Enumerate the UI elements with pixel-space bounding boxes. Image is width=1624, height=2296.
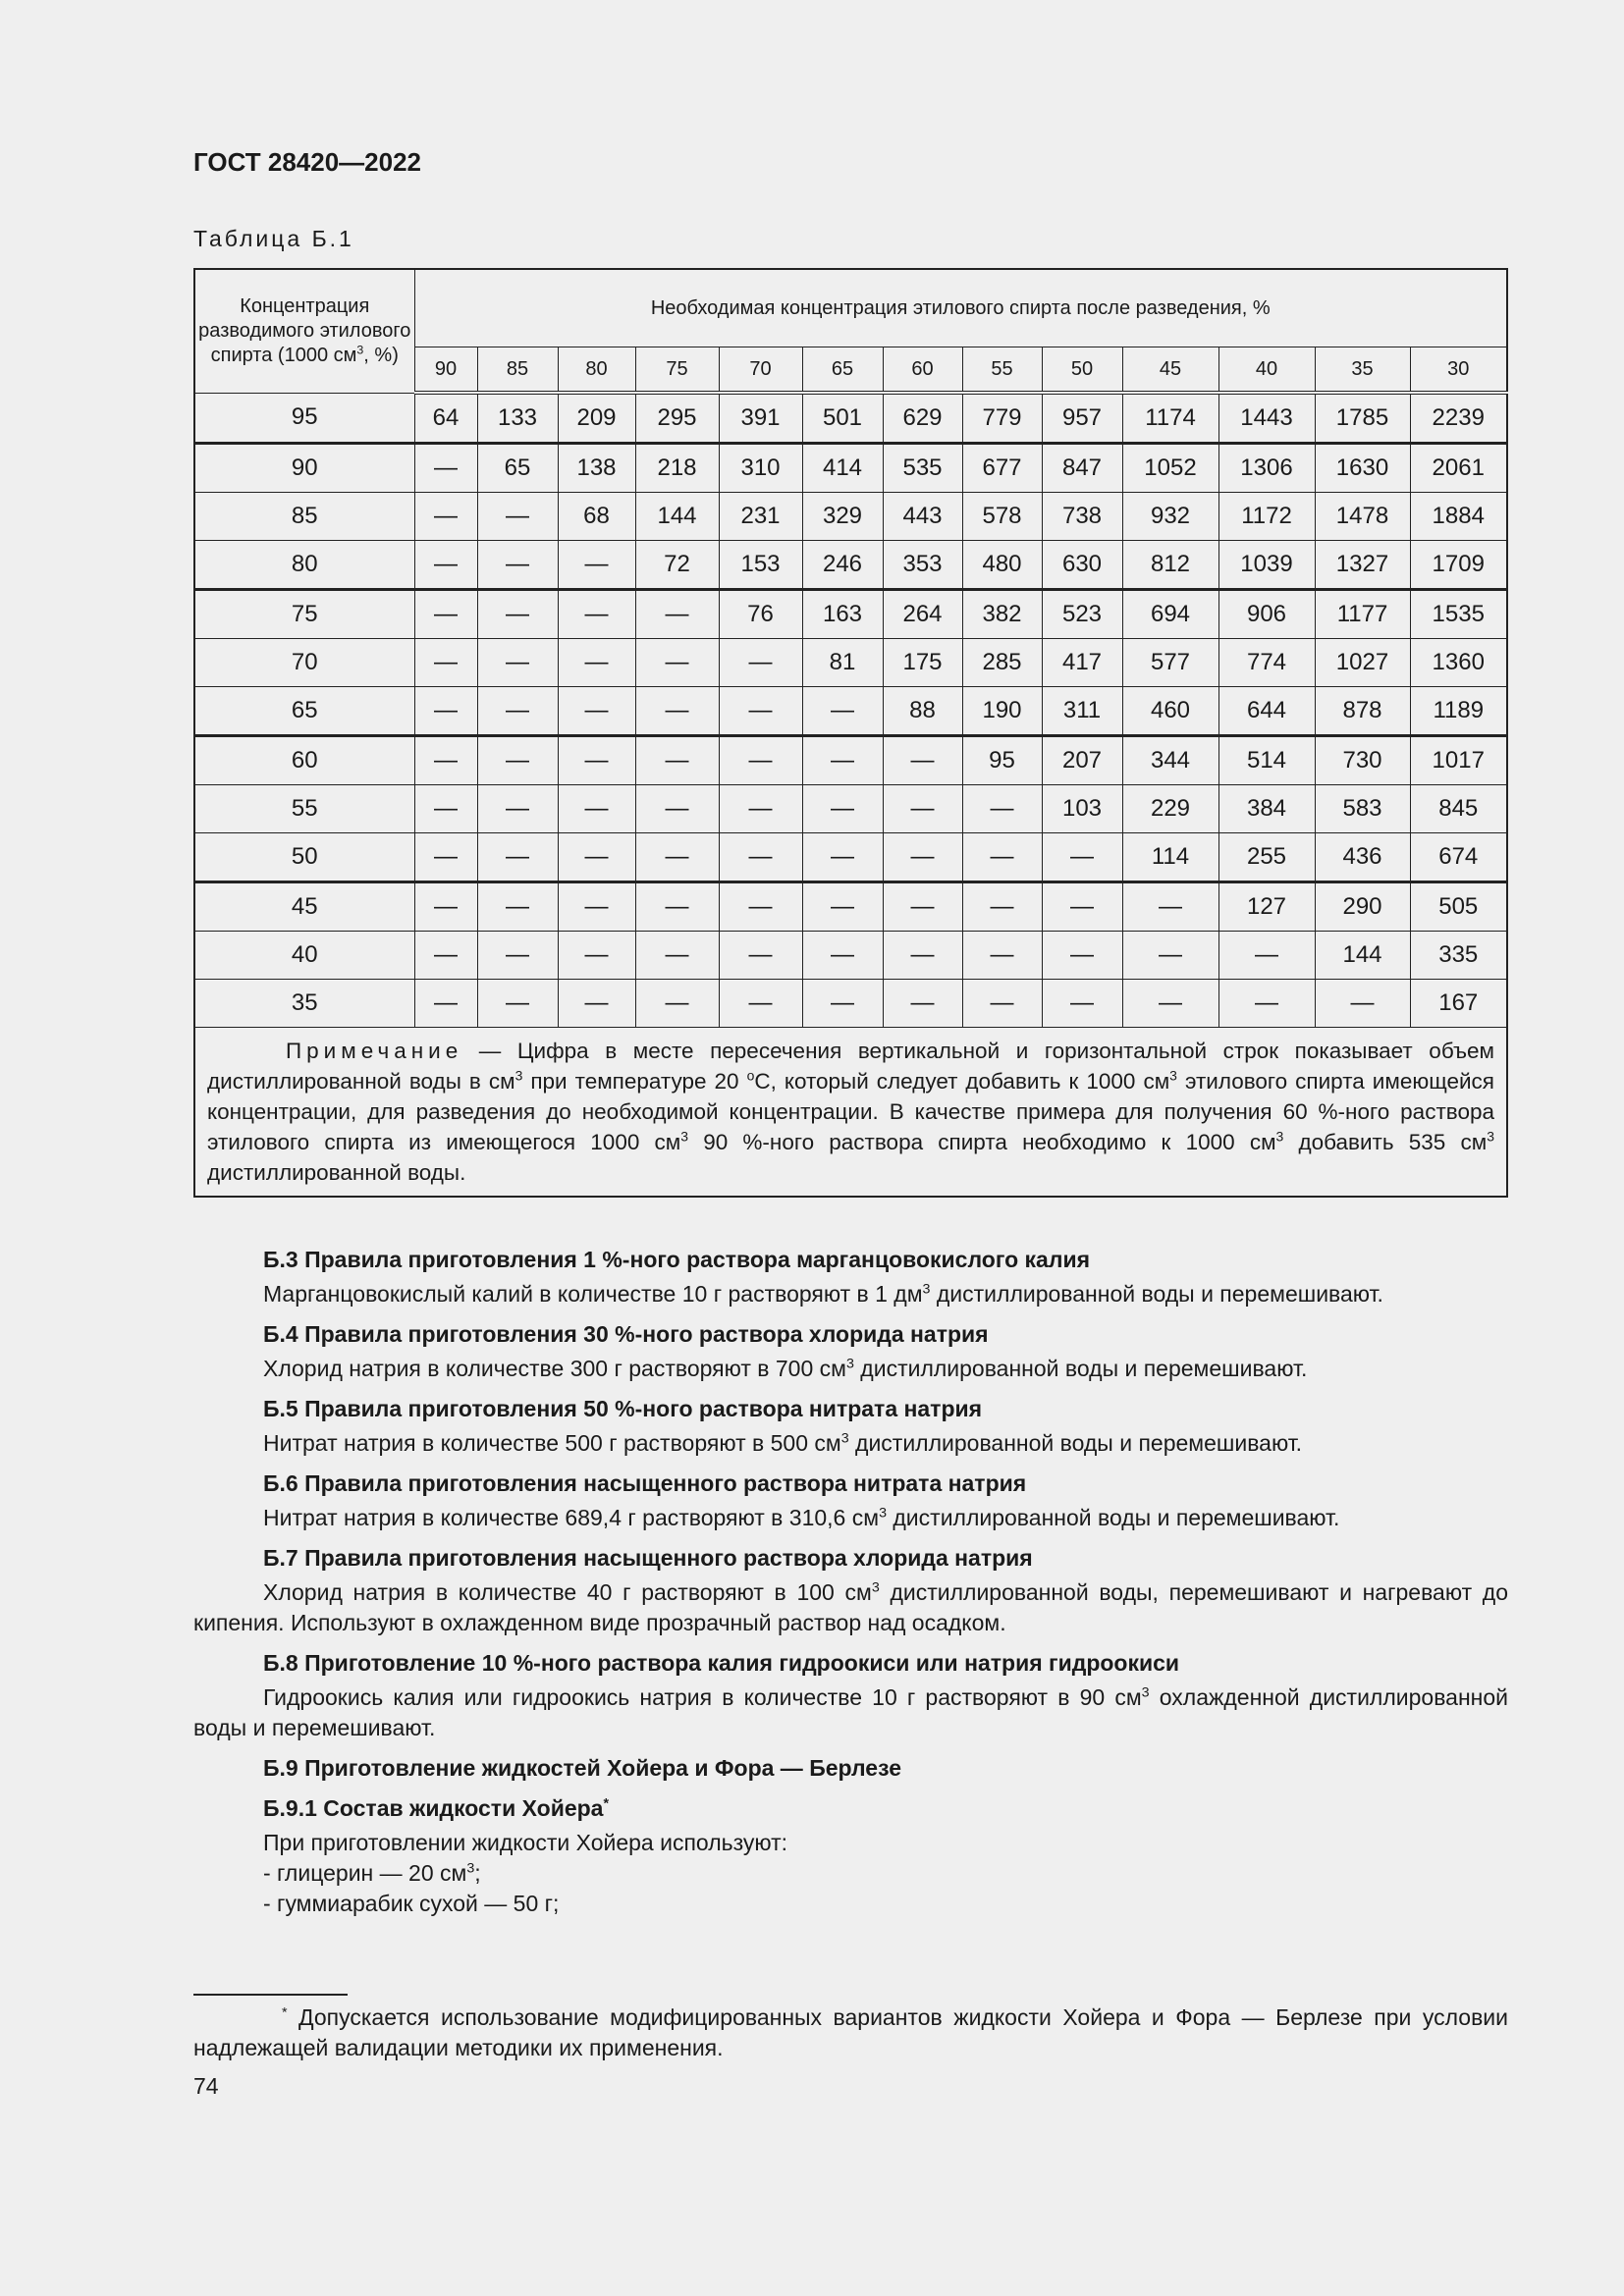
row-label: 85	[194, 493, 414, 541]
table-cell: 629	[883, 393, 962, 444]
table-cell: —	[558, 932, 635, 980]
table-cell: 677	[962, 444, 1042, 493]
column-header: 35	[1315, 347, 1410, 394]
table-cell: —	[962, 882, 1042, 932]
table-cell: 1535	[1410, 590, 1507, 639]
paragraph: Гидроокись калия или гидроокись натрия в количестве 10 г растворяют в 90 $см^3$ охлажденной дистиллированной воды и перемешивают.	[193, 1684, 1508, 1740]
table-cell: 114	[1122, 833, 1218, 882]
table-cell: —	[414, 882, 477, 932]
table-cell: 436	[1315, 833, 1410, 882]
table-cell: 64	[414, 393, 477, 444]
table-cell: —	[477, 541, 558, 590]
table-cell: 391	[719, 393, 802, 444]
table-cell: —	[635, 785, 719, 833]
table-cell: —	[477, 590, 558, 639]
table-cell: 779	[962, 393, 1042, 444]
table-cell: 382	[962, 590, 1042, 639]
superscript: o	[746, 1067, 755, 1084]
table-cell: —	[883, 932, 962, 980]
table-cell: —	[558, 785, 635, 833]
table-cell: 127	[1218, 882, 1315, 932]
table-cell: 295	[635, 393, 719, 444]
table-cell: 523	[1042, 590, 1122, 639]
table-cell: 255	[1218, 833, 1315, 882]
table-cell: 384	[1218, 785, 1315, 833]
table-cell: —	[1218, 932, 1315, 980]
column-header: 65	[802, 347, 883, 394]
table-cell: —	[883, 882, 962, 932]
table-cell: —	[719, 882, 802, 932]
table-cell: 417	[1042, 639, 1122, 687]
table-cell: 630	[1042, 541, 1122, 590]
table-cell: —	[635, 833, 719, 882]
section-heading: Б.9.1 Состав жидкости Хойера*	[263, 1795, 610, 1821]
table-cell: —	[802, 882, 883, 932]
section-heading: Б.6 Правила приготовления насыщенного раствора нитрата натрия	[263, 1470, 1027, 1496]
table-cell: —	[1122, 932, 1218, 980]
column-header: 80	[558, 347, 635, 394]
table-cell: —	[802, 785, 883, 833]
table-cell: —	[1042, 980, 1122, 1028]
row-label: 90	[194, 444, 414, 493]
table-cell: —	[635, 882, 719, 932]
table-cell: 1017	[1410, 736, 1507, 785]
paragraph: Хлорид натрия в количестве 300 г растворяют в 700 $см^3$ дистиллированной воды и перемешивают.	[263, 1356, 1308, 1381]
note-label: Примечание	[286, 1039, 463, 1063]
table-cell: —	[477, 882, 558, 932]
column-header: 30	[1410, 347, 1507, 394]
row-label: 50	[194, 833, 414, 882]
note-text: — Цифра в месте пересечения вертикальной и горизонтальной строк показывает объем дистиллированной воды в $см^3$ при температуре 20 $^o$С, который следует добавить к 1000 $см^3$ этилового спирта имеющейся концентрации, для разведения до необходимой концентрации. В качестве примера для получения 60 %-ного раствора этилового спирта из имеющегося 1000 $см^3$ 90 %-ного раствора спирта необходимо к 1000 $см^3$ добавить 535 $см^3$ дистиллированной воды.	[207, 1039, 1494, 1185]
row-label: 60	[194, 736, 414, 785]
row-label: 55	[194, 785, 414, 833]
table-cell: 514	[1218, 736, 1315, 785]
table-row	[194, 932, 1507, 980]
table-cell: 906	[1218, 590, 1315, 639]
row-label: 70	[194, 639, 414, 687]
table-cell: —	[962, 980, 1042, 1028]
table-cell: 1172	[1218, 493, 1315, 541]
table-cell: —	[719, 932, 802, 980]
list-item: - гуммиарабик сухой — 50 г;	[263, 1891, 560, 1916]
table-cell: —	[477, 736, 558, 785]
table-cell: —	[719, 639, 802, 687]
document-title: ГОСТ 28420—2022	[193, 147, 421, 177]
table-cell: —	[883, 833, 962, 882]
table-cell: —	[635, 980, 719, 1028]
table-cell: —	[883, 980, 962, 1028]
table-cell: 190	[962, 687, 1042, 736]
table-cell: 1306	[1218, 444, 1315, 493]
section-heading: Б.8 Приготовление 10 %-ного раствора калия гидроокиси или натрия гидроокиси	[263, 1650, 1180, 1676]
table-cell: 1884	[1410, 493, 1507, 541]
table-cell: 138	[558, 444, 635, 493]
table-cell: 480	[962, 541, 1042, 590]
table-cell: —	[414, 932, 477, 980]
table-cell: 218	[635, 444, 719, 493]
row-label: 65	[194, 687, 414, 736]
table-cell: 738	[1042, 493, 1122, 541]
table-cell: —	[1042, 882, 1122, 932]
table-cell: —	[883, 736, 962, 785]
section-heading: Б.3 Правила приготовления 1 %-ного раствора марганцовокислого калия	[263, 1247, 1091, 1272]
table-cell: —	[558, 687, 635, 736]
table-cell: —	[477, 932, 558, 980]
table-cell: 133	[477, 393, 558, 444]
table-cell: 812	[1122, 541, 1218, 590]
table-cell: 1360	[1410, 639, 1507, 687]
row-header-label: Концентрация разводимого этилового спирта (1000 $см^3$, %)	[194, 269, 414, 393]
table-cell: —	[414, 590, 477, 639]
table-cell: —	[719, 833, 802, 882]
superscript: 3	[466, 1860, 475, 1877]
column-header: 90	[414, 347, 477, 394]
table-cell: 246	[802, 541, 883, 590]
column-header: 40	[1218, 347, 1315, 394]
table-cell: —	[802, 687, 883, 736]
table-caption: Таблица Б.1	[193, 226, 354, 251]
table-cell: 1189	[1410, 687, 1507, 736]
table-row	[194, 687, 1507, 736]
row-label: 95	[194, 393, 414, 444]
table-cell: 329	[802, 493, 883, 541]
table-cell: 414	[802, 444, 883, 493]
table-cell: 1478	[1315, 493, 1410, 541]
table-cell: 644	[1218, 687, 1315, 736]
table-cell: —	[635, 687, 719, 736]
table-cell: —	[414, 785, 477, 833]
table-cell: —	[477, 980, 558, 1028]
table-cell: —	[802, 932, 883, 980]
table-cell: 505	[1410, 882, 1507, 932]
table-cell: —	[558, 980, 635, 1028]
table-cell: 1709	[1410, 541, 1507, 590]
dilution-table	[193, 268, 1508, 1198]
superscript: 3	[840, 1430, 849, 1447]
table-cell: —	[1122, 980, 1218, 1028]
footnote: * Допускается использование модифицированных вариантов жидкости Хойера и Фора — Берлезе при условии надлежащей валидации методики их применения.	[193, 2004, 1508, 2060]
table-cell: 1443	[1218, 393, 1315, 444]
table-cell: —	[635, 932, 719, 980]
table-row	[194, 444, 1507, 493]
table-cell: —	[883, 785, 962, 833]
table-cell: 845	[1410, 785, 1507, 833]
paragraph: Хлорид натрия в количестве 40 г растворяют в 100 $см^3$ дистиллированной воды, перемешивают и нагревают до кипения. Используют в охлажденном виде прозрачный раствор над осадком.	[193, 1579, 1508, 1635]
table-cell: —	[719, 785, 802, 833]
table-cell: 175	[883, 639, 962, 687]
table-cell: —	[962, 785, 1042, 833]
table-cell: 264	[883, 590, 962, 639]
section-heading: Б.4 Правила приготовления 30 %-ного раствора хлорида натрия	[263, 1321, 989, 1347]
note-row	[194, 1028, 1507, 1198]
section-heading: Б.9 Приготовление жидкостей Хойера и Фора — Берлезе	[263, 1755, 902, 1781]
superscript: 3	[871, 1579, 880, 1596]
table-cell: 443	[883, 493, 962, 541]
table-cell: 1174	[1122, 393, 1218, 444]
table-cell: 577	[1122, 639, 1218, 687]
table-cell: 578	[962, 493, 1042, 541]
table-cell: —	[635, 736, 719, 785]
section-heading: Б.7 Правила приготовления насыщенного раствора хлорида натрия	[263, 1545, 1033, 1571]
table-cell: 311	[1042, 687, 1122, 736]
table-cell: 2061	[1410, 444, 1507, 493]
table-cell: 1785	[1315, 393, 1410, 444]
table-cell: —	[558, 639, 635, 687]
paragraph: Нитрат натрия в количестве 689,4 г растворяют в 310,6 $см^3$ дистиллированной воды и перемешивают.	[263, 1505, 1340, 1530]
table-cell: 583	[1315, 785, 1410, 833]
table-cell: —	[1042, 833, 1122, 882]
table-cell: 501	[802, 393, 883, 444]
table-cell: 335	[1410, 932, 1507, 980]
superscript: 3	[1141, 1684, 1150, 1701]
table-row	[194, 882, 1507, 932]
paragraph: Марганцовокислый калий в количестве 10 г растворяют в 1 $дм^3$ дистиллированной воды и перемешивают.	[263, 1281, 1383, 1307]
table-cell: 774	[1218, 639, 1315, 687]
section-heading: Б.5 Правила приготовления 50 %-ного раствора нитрата натрия	[263, 1396, 983, 1421]
table-cell: —	[414, 687, 477, 736]
table-cell: 207	[1042, 736, 1122, 785]
column-header: 60	[883, 347, 962, 394]
table-cell: 103	[1042, 785, 1122, 833]
table-cell: 1039	[1218, 541, 1315, 590]
table-row	[194, 980, 1507, 1028]
table-cell: —	[558, 541, 635, 590]
table-cell: —	[558, 882, 635, 932]
table-cell: 674	[1410, 833, 1507, 882]
page-number: 74	[193, 2073, 219, 2099]
table-cell: 353	[883, 541, 962, 590]
table-cell: —	[477, 833, 558, 882]
column-header: 85	[477, 347, 558, 394]
table-cell: 144	[635, 493, 719, 541]
table-row	[194, 393, 1507, 444]
table-note	[194, 1028, 1507, 1198]
table-cell: 163	[802, 590, 883, 639]
table-cell: 878	[1315, 687, 1410, 736]
superscript: 3	[680, 1128, 689, 1145]
table-cell: —	[719, 980, 802, 1028]
table-cell: —	[477, 493, 558, 541]
table-cell: 957	[1042, 393, 1122, 444]
table-cell: —	[1218, 980, 1315, 1028]
table-cell: 730	[1315, 736, 1410, 785]
table-row	[194, 493, 1507, 541]
table-cell: —	[719, 736, 802, 785]
superscript: *	[603, 1795, 610, 1812]
superscript: 3	[356, 343, 364, 357]
table-cell: —	[1122, 882, 1218, 932]
table-cell: —	[802, 980, 883, 1028]
table-row	[194, 785, 1507, 833]
table-cell: —	[1042, 932, 1122, 980]
superscript: 3	[514, 1067, 523, 1084]
list-item: - глицерин — 20 $см^3$;	[263, 1860, 481, 1886]
table-cell: —	[802, 833, 883, 882]
table-cell: 76	[719, 590, 802, 639]
table-cell: 144	[1315, 932, 1410, 980]
table-cell: 290	[1315, 882, 1410, 932]
table-cell: 694	[1122, 590, 1218, 639]
table-cell: —	[477, 785, 558, 833]
table-cell: 1027	[1315, 639, 1410, 687]
column-group-header: Необходимая концентрация этилового спирта после разведения, %	[414, 269, 1507, 347]
table-row	[194, 736, 1507, 785]
superscript: 3	[1275, 1128, 1284, 1145]
superscript: 3	[922, 1281, 931, 1298]
table-cell: 81	[802, 639, 883, 687]
footnote-divider	[193, 1994, 348, 1996]
table-cell: 167	[1410, 980, 1507, 1028]
table-cell: —	[414, 736, 477, 785]
table-row	[194, 833, 1507, 882]
table-cell: 932	[1122, 493, 1218, 541]
superscript: *	[282, 2004, 288, 2021]
column-header: 75	[635, 347, 719, 394]
table-cell: 88	[883, 687, 962, 736]
table-cell: 1630	[1315, 444, 1410, 493]
table-cell: 209	[558, 393, 635, 444]
row-label: 80	[194, 541, 414, 590]
table-cell: —	[962, 833, 1042, 882]
table-cell: —	[719, 687, 802, 736]
table-cell: —	[477, 639, 558, 687]
table-cell: —	[414, 541, 477, 590]
superscript: 3	[1169, 1067, 1177, 1084]
table-cell: —	[414, 444, 477, 493]
table-cell: 153	[719, 541, 802, 590]
table-cell: 310	[719, 444, 802, 493]
header-row	[194, 269, 1507, 347]
table-cell: 847	[1042, 444, 1122, 493]
table-cell: —	[558, 736, 635, 785]
paragraph: При приготовлении жидкости Хойера используют:	[263, 1830, 788, 1855]
row-label: 35	[194, 980, 414, 1028]
table-cell: —	[635, 639, 719, 687]
table-cell: 2239	[1410, 393, 1507, 444]
table-cell: 285	[962, 639, 1042, 687]
superscript: 3	[879, 1505, 887, 1522]
table-cell: —	[962, 932, 1042, 980]
table-row	[194, 541, 1507, 590]
superscript: 3	[845, 1356, 854, 1372]
row-label: 40	[194, 932, 414, 980]
row-label: 45	[194, 882, 414, 932]
table-cell: 344	[1122, 736, 1218, 785]
table-cell: 72	[635, 541, 719, 590]
table-cell: 68	[558, 493, 635, 541]
column-header: 45	[1122, 347, 1218, 394]
table-cell: —	[635, 590, 719, 639]
table-cell: 535	[883, 444, 962, 493]
sections	[193, 1235, 1508, 1919]
table-cell: —	[414, 639, 477, 687]
table-cell: 229	[1122, 785, 1218, 833]
table-cell: —	[414, 833, 477, 882]
superscript: 3	[1487, 1128, 1494, 1145]
table-cell: 231	[719, 493, 802, 541]
table-cell: 65	[477, 444, 558, 493]
table-cell: 460	[1122, 687, 1218, 736]
table-cell: —	[414, 980, 477, 1028]
table-cell: —	[1315, 980, 1410, 1028]
table-cell: —	[802, 736, 883, 785]
column-header: 70	[719, 347, 802, 394]
table-cell: 95	[962, 736, 1042, 785]
table-row	[194, 590, 1507, 639]
table-cell: —	[414, 493, 477, 541]
table-cell: 1327	[1315, 541, 1410, 590]
table-row	[194, 639, 1507, 687]
table-cell: 1052	[1122, 444, 1218, 493]
table-cell: —	[477, 687, 558, 736]
column-header: 50	[1042, 347, 1122, 394]
paragraph: Нитрат натрия в количестве 500 г растворяют в 500 $см^3$ дистиллированной воды и перемешивают.	[263, 1430, 1303, 1456]
column-header: 55	[962, 347, 1042, 394]
row-label: 75	[194, 590, 414, 639]
table-cell: —	[558, 833, 635, 882]
table-cell: 1177	[1315, 590, 1410, 639]
table-cell: —	[558, 590, 635, 639]
